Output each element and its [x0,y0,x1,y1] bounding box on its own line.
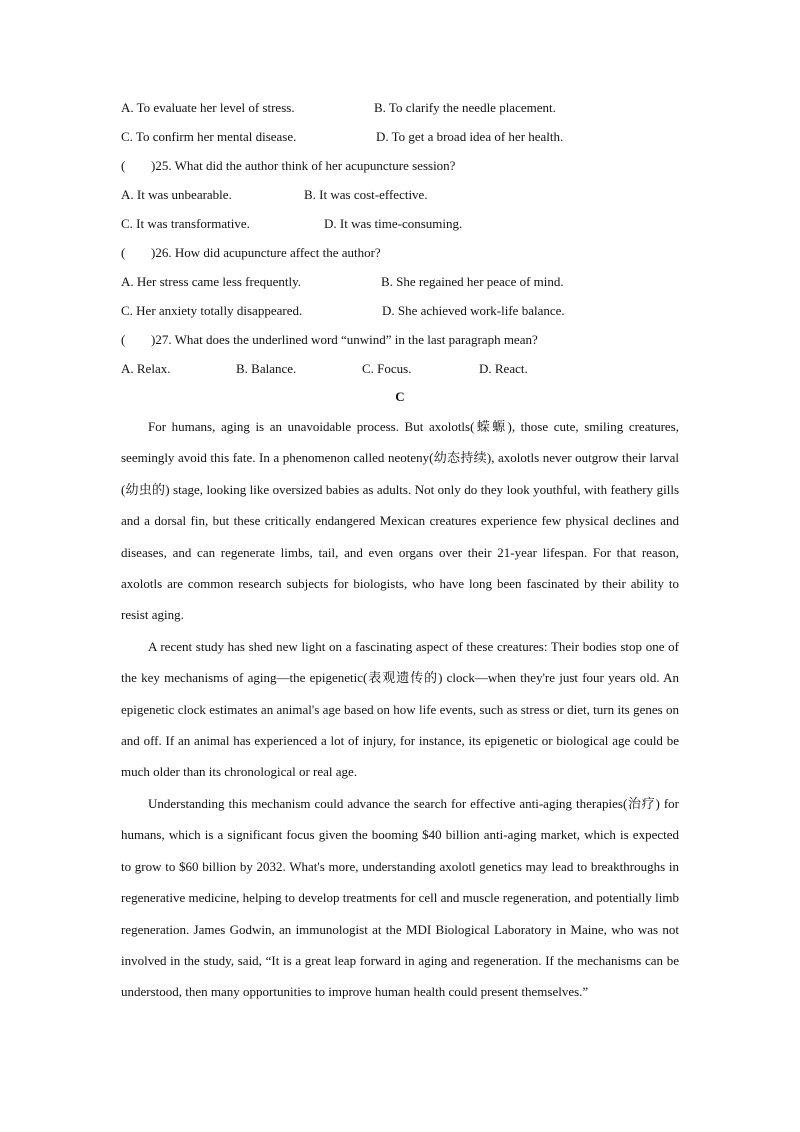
q26-option-d: D. She achieved work-life balance. [382,303,565,318]
q24-option-c: C. To confirm her mental disease. [121,129,297,144]
q25-option-b: B. It was cost-effective. [304,187,428,202]
section-label-c: C [395,389,405,404]
q26-option-c: C. Her anxiety totally disappeared. [121,303,303,318]
q26-stem-line [121,244,381,262]
passage-paragraph-3: Understanding this mechanism could advance the search for effective anti-aging therapies(治疗) for humans, which is a significant focus given the booming $40 billion anti-aging market, which is expected to grow to $60 billion by 2032. What's more, understanding axolotl genetics may lead to breakthroughs in regenerative medicine, helping to develop treatments for cell and muscle regeneration, and potentially limb regeneration. James Godwin, an immunologist at the MDI Biological Laboratory in Maine, who was not involved in the study, said, “It is a great leap forward in aging and regeneration. If the mechanisms can be understood, then many opportunities to improve human health could present themselves.” [121,795,679,1000]
passage-paragraph-2: A recent study has shed new light on a fascinating aspect of these creatures: Their bodies stop one of the key mechanisms of aging—the epigenetic(表观遗传的) clock—when they're just four years old. An epigenetic clock estimates an animal's age based on how life events, such as stress or diet, turn its genes on and off. If an animal has experienced a lot of injury, for instance, its epigenetic or biological age could be much older than its chronological or real age. [121,638,679,780]
q25-stem: )25. What did the author think of her acupuncture session? [151,158,456,173]
q25-option-a: A. It was unbearable. [121,187,232,202]
q26-option-b: B. She regained her peace of mind. [381,274,564,289]
q27-option-a: A. Relax. [121,361,171,376]
q26-option-a: A. Her stress came less frequently. [121,274,302,289]
q27-stem: )27. What does the underlined word “unwind” in the last paragraph mean? [151,332,538,347]
q27-stem-line [121,331,538,349]
q24-option-d: D. To get a broad idea of her health. [376,129,564,144]
passage-paragraph-1: For humans, aging is an unavoidable process. But axolotls(蝾螈), those cute, smiling creatures, seemingly avoid this fate. In a phenomenon called neoteny(幼态持续), axolotls never outgrow their larval (幼虫的) stage, looking like oversized babies as adults. Not only do they look youthful, with feathery gills and a dorsal fin, but these critically endangered Mexican creatures experience few physical declines and diseases, and can regenerate limbs, tail, and even organs over their 21-year lifespan. For that reason, axolotls are common research subjects for biologists, who have long been fascinated by their ability to resist aging. [121,419,679,623]
q26-stem: )26. How did acupuncture affect the author? [151,245,381,260]
q24-option-a: A. To evaluate her level of stress. [121,100,295,115]
q27-option-c: C. Focus. [362,361,412,376]
passage-c [121,411,679,1008]
q25-stem-line [121,157,455,175]
q26-answer-blank: ( [121,245,126,260]
q25-answer-blank: ( [121,158,126,173]
q27-option-d: D. React. [479,361,528,376]
q25-option-c: C. It was transformative. [121,216,250,231]
q27-option-b: B. Balance. [236,361,297,376]
q24-option-b: B. To clarify the needle placement. [374,100,556,115]
q25-option-d: D. It was time-consuming. [324,216,463,231]
q27-answer-blank: ( [121,332,126,347]
